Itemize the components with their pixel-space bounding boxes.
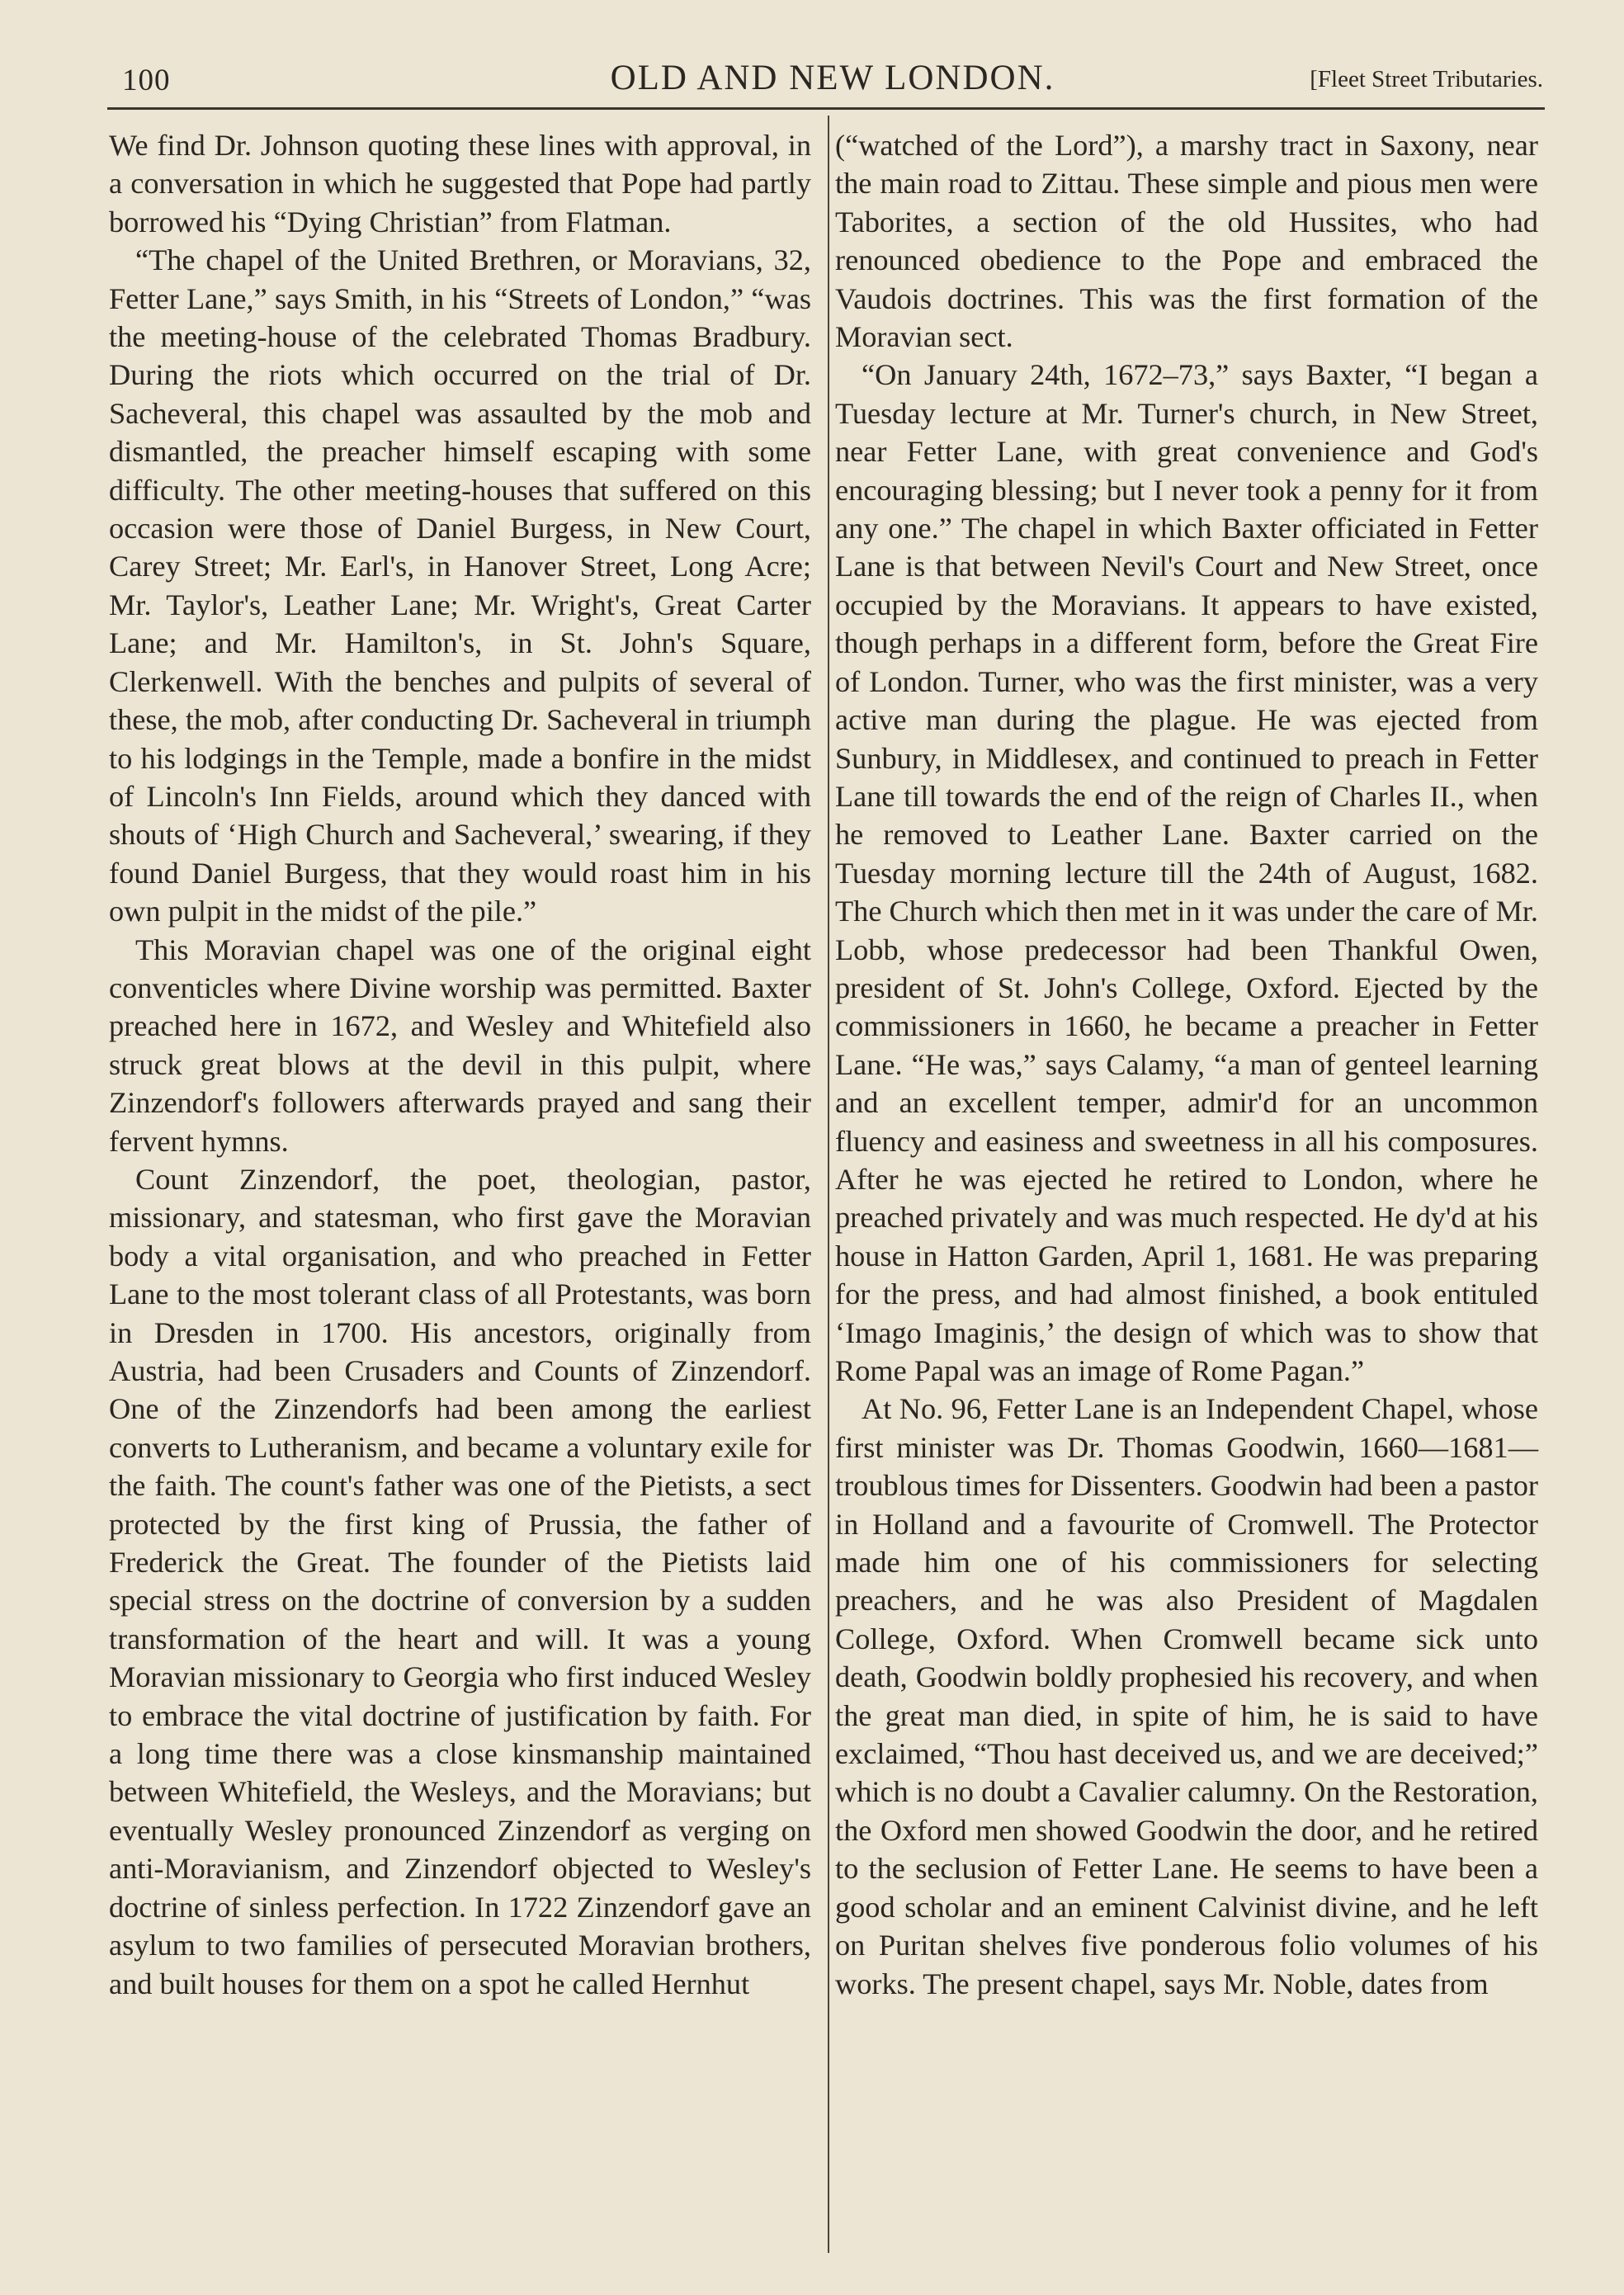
paragraph: “The chapel of the United Brethren, or Moravians, 32, Fetter Lane,” says Smith, in his “Streets of London,” “was the meeting-house of the celebrated Thomas Bradbury. During the riots which occurred on the trial of Dr. Sacheveral, this chapel was assaulted by the mob and dismantled, the preacher himself escaping with some difficulty. The other meeting-houses that suffered on this occasion were those of Daniel Burgess, in New Court, Carey Street; Mr. Earl's, in Hanover Street, Long Acre; Mr. Taylor's, Leather Lane; Mr. Wright's, Great Carter Lane; and Mr. Hamilton's, in St. John's Square, Clerkenwell. With the benches and pulpits of several of these, the mob, after conducting Dr. Sacheveral in triumph to his lodgings in the Temple, made a bonfire in the midst of Lincoln's Inn Fields, around which they danced with shouts of ‘High Church and Sacheveral,’ swearing, if they found Daniel Burgess, that they would roast him in his own pulpit in the midst of the pile.” — [109, 243, 811, 928]
paragraph: This Moravian chapel was one of the original eight conventicles where Divine worship was permitted. Baxter preached here in 1672, and Wesley and Whitefield also struck great blows at the devil in this pulpit, where Zinzendorf's followers afterwards prayed and sang their fervent hymns. — [109, 933, 811, 1158]
paragraph: At No. 96, Fetter Lane is an Independent Chapel, whose first minister was Dr. Thomas Goodwin, 1660—1681—troublous times for Dissenters. Goodwin had been a pastor in Holland and a favourite of Cromwell. The Protector made him one of his commissioners for selecting preachers, and he was also President of Magdalen College, Oxford. When Cromwell became sick unto death, Goodwin boldly prophesied his recovery, and when the great man died, in spite of him, he is said to have exclaimed, “Thou hast deceived us, and we are deceived;” which is no doubt a Cavalier calumny. On the Restoration, the Oxford men showed Goodwin the door, and he retired to the seclusion of Fetter Lane. He seems to have been a good scholar and an eminent Calvinist divine, and he left on Puritan shelves five ponderous folio volumes of his works. The present chapel, says Mr. Noble, dates from — [835, 1392, 1538, 2000]
paragraph: Count Zinzendorf, the poet, theologian, pastor, missionary, and statesman, who first gave the Moravian body a vital organisation, and who preached in Fetter Lane to the most tolerant class of all Protestants, was born in Dresden in 1700. His ancestors, originally from Austria, had been Crusaders and Counts of Zinzendorf. One of the Zinzendorfs had been among the earliest converts to Lutheranism, and became a voluntary exile for the faith. The count's father was one of the Pietists, a sect protected by the first king of Prussia, the father of Frederick the Great. The founder of the Pietists laid special stress on the doctrine of conversion by a sudden transformation of the heart and will. It was a young Moravian missionary to Georgia who first induced Wesley to embrace the vital doctrine of justification by faith. For a long time there was a close kinsmanship maintained between Whitefield, the Wesleys, and the Moravians; but eventually Wesley pronounced Zinzendorf as verging on anti-Moravianism, and Zinzendorf objected to Wesley's doctrine of sinless perfection. In 1722 Zinzendorf gave an asylum to two families of persecuted Moravian brothers, and built houses for them on a spot he called Hernhut — [109, 1162, 811, 2000]
left-column — [109, 126, 811, 2003]
page-title: OLD AND NEW LONDON. — [610, 59, 1055, 97]
paragraph: “On January 24th, 1672–73,” says Baxter, “I began a Tuesday lecture at Mr. Turner's church, in New Street, near Fetter Lane, with great convenience and God's encouraging blessing; but I never took a penny for it from any one.” The chapel in which Baxter officiated in Fetter Lane is that between Nevil's Court and New Street, once occupied by the Moravians. It appears to have existed, though perhaps in a different form, before the Great Fire of London. Turner, who was the first minister, was a very active man during the plague. He was ejected from Sunbury, in Middlesex, and continued to preach in Fetter Lane till towards the end of the reign of Charles II., when he removed to Leather Lane. Baxter carried on the Tuesday morning lecture till the 24th of August, 1682. The Church which then met in it was under the care of Mr. Lobb, whose predecessor had been Thankful Owen, president of St. John's College, Oxford. Ejected by the commissioners in 1660, he became a preacher in Fetter Lane. “He was,” says Calamy, “a man of genteel learning and an excellent temper, admir'd for an uncommon fluency and easiness and sweetness in all his composures. After he was ejected he retired to London, where he preached privately and was much respected. He dy'd at his house in Hatton Garden, April 1, 1681. He was preparing for the press, and had almost finished, a book entituled ‘Imago Imaginis,’ the design of which was to show that Rome Papal was an image of Rome Pagan.” — [835, 358, 1538, 1387]
paragraph: We find Dr. Johnson quoting these lines with approval, in a conversation in which he suggested that Pope had partly borrowed his “Dying Christian” from Flatman. — [109, 129, 811, 238]
paragraph: (“watched of the Lord”), a marshy tract in Saxony, near the main road to Zittau. These simple and pious men were Taborites, a section of the old Hussites, who had renounced obedience to the Pope and embraced the Vaudois doctrines. This was the first formation of the Moravian sect. — [835, 129, 1538, 354]
page-number: 100 — [122, 64, 171, 97]
right-column — [835, 126, 1538, 2003]
header-rule — [107, 107, 1545, 110]
running-header — [122, 54, 1543, 101]
column-divider — [828, 116, 829, 2253]
section-heading: [Fleet Street Tributaries. — [1310, 66, 1543, 92]
